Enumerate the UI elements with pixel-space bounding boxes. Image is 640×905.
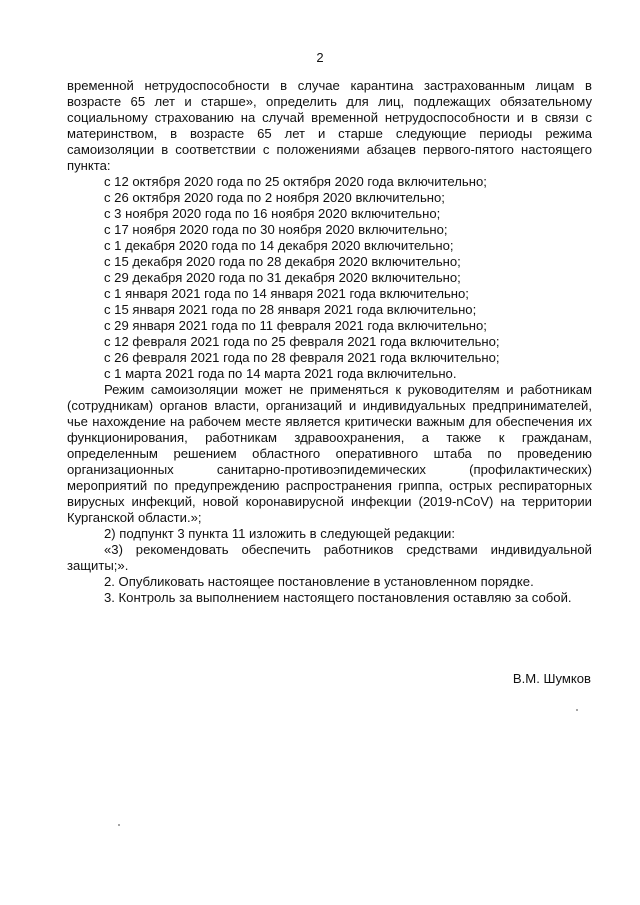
period-item: с 17 ноября 2020 года по 30 ноября 2020 включительно;: [104, 222, 448, 237]
period-item: с 15 декабря 2020 года по 28 декабря 2020 включительно;: [104, 254, 461, 269]
subpoint-2-paragraph: 2) подпункт 3 пункта 11 изложить в следующей редакции:: [104, 526, 456, 541]
period-item: с 29 декабря 2020 года по 31 декабря 2020 включительно;: [104, 270, 461, 285]
period-item: с 26 октября 2020 года по 2 ноября 2020 включительно;: [104, 190, 445, 205]
period-item: с 1 марта 2021 года по 14 марта 2021 года включительно.: [104, 366, 457, 381]
subpoint-2-quote-paragraph: «3) рекомендовать обеспечить работников средствами индивидуальной защиты;».: [67, 542, 592, 573]
period-item: с 12 октября 2020 года по 25 октября 2020 года включительно;: [104, 174, 487, 189]
self-isolation-periods-list: [67, 174, 592, 382]
period-item: с 26 февраля 2021 года по 28 февраля 2021 года включительно;: [104, 350, 500, 365]
signature-name: В.М. Шумков: [512, 671, 591, 686]
regime-exception-paragraph: Режим самоизоляции может не применяться к руководителям и работникам (сотрудникам) органов власти, организаций и индивидуальных предпринимателей, чье нахождение на рабочем месте является критически важным для обеспечения их функционирования, работникам здравоохранения, а также к гражданам, определенным решением областного оперативного штаба по проведению организационных санитарно-противоэпидемических (профилактических) мероприятий по предупреждению распространения гриппа, острых респираторных вирусных инфекций, новой коронавирусной инфекции (2019-nCoV) на территории Курганской области.»;: [67, 382, 592, 525]
point-3-paragraph: 3. Контроль за выполнением настоящего постановления оставляю за собой.: [104, 590, 572, 605]
period-item: с 29 января 2021 года по 11 февраля 2021 года включительно;: [104, 318, 487, 333]
page-number: 2: [316, 50, 324, 65]
period-item: с 1 января 2021 года по 14 января 2021 года включительно;: [104, 286, 469, 301]
scan-speck: [118, 824, 120, 826]
document-body: [67, 78, 592, 606]
point-2-paragraph: 2. Опубликовать настоящее постановление в установленном порядке.: [104, 574, 534, 589]
period-item: с 3 ноября 2020 года по 16 ноября 2020 включительно;: [104, 206, 441, 221]
period-item: с 15 января 2021 года по 28 января 2021 года включительно;: [104, 302, 477, 317]
scan-speck: [576, 709, 578, 711]
period-item: с 1 декабря 2020 года по 14 декабря 2020 включительно;: [104, 238, 454, 253]
period-item: с 12 февраля 2021 года по 25 февраля 2021 года включительно;: [104, 334, 500, 349]
opening-paragraph: временной нетрудоспособности в случае карантина застрахованным лицам в возрасте 65 лет и старше», определить для лиц, подлежащих обязательному социальному страхованию на случай временной нетрудоспособности и в связи с материнством, в возрасте 65 лет и старше следующие периоды режима самоизоляции в соответствии с положениями абзацев первого-пятого настоящего пункта:: [67, 78, 592, 173]
